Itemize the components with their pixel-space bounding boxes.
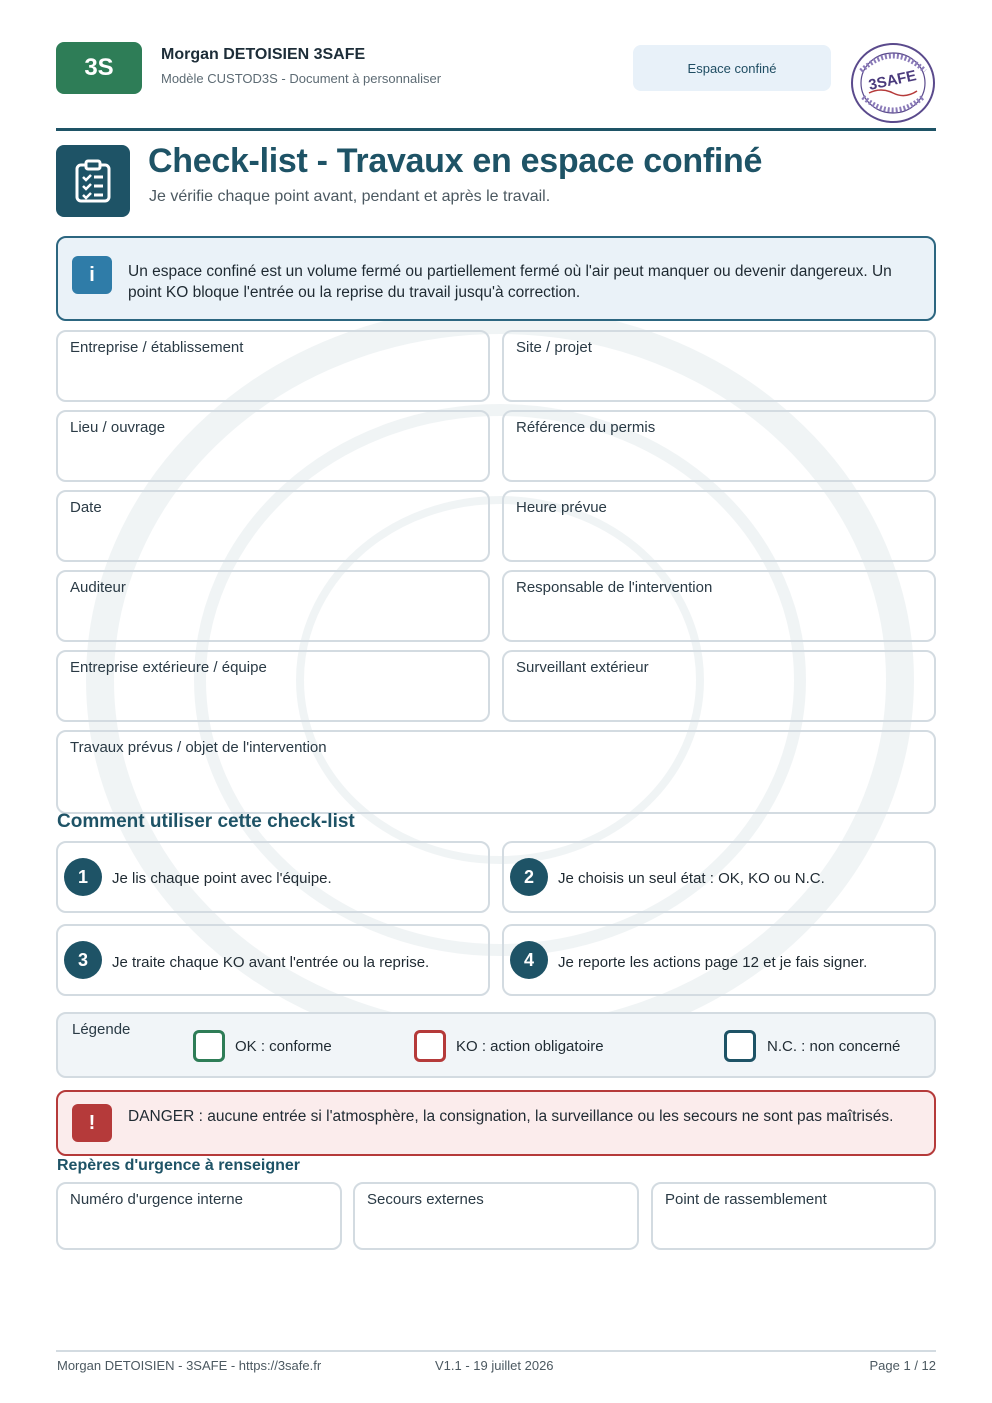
field-label: Heure prévue	[516, 499, 607, 516]
howto-heading: Comment utiliser cette check-list	[57, 811, 355, 832]
category-tag: Espace confiné	[633, 45, 831, 91]
field-lieu-ouvrage[interactable]	[56, 410, 490, 482]
field-label: Surveillant extérieur	[516, 659, 649, 676]
field-surveillant[interactable]	[502, 650, 936, 722]
emergency-heading: Repères d'urgence à renseigner	[57, 1157, 301, 1174]
ko-checkbox-sample	[414, 1030, 446, 1062]
field-label: Référence du permis	[516, 419, 656, 436]
field-urgence-interne[interactable]	[56, 1182, 342, 1250]
seal-label: 3SAFE	[867, 67, 918, 94]
step-number: 3	[64, 941, 102, 979]
field-date[interactable]	[56, 490, 490, 562]
step-card	[502, 841, 936, 913]
field-site-projet[interactable]	[502, 330, 936, 402]
page-number: Page 1 / 12	[869, 1358, 936, 1373]
field-label: Numéro d'urgence interne	[70, 1191, 243, 1208]
field-entreprise-exterieure[interactable]	[56, 650, 490, 722]
step-text: Je choisis un seul état : OK, KO ou N.C.	[558, 870, 825, 887]
info-text: Un espace confiné est un volume fermé ou partiellement fermé où l'air peut manquer ou devenir dangereux. Un point KO bloque l'entrée ou la reprise du travail jusqu'à correction.	[128, 263, 892, 301]
field-responsable[interactable]	[502, 570, 936, 642]
author-name: Morgan DETOISIEN 3SAFE	[161, 46, 366, 63]
field-label: Entreprise / établissement	[70, 339, 244, 356]
legend-title: Légende	[72, 1021, 131, 1038]
danger-text: DANGER : aucune entrée si l'atmosphère, la consignation, la surveillance ou les secours ne sont pas maîtrisés.	[128, 1108, 894, 1125]
page-subtitle: Je vérifie chaque point avant, pendant et après le travail.	[149, 188, 551, 205]
info-icon: i	[72, 256, 112, 294]
footer-version: V1.1 - 19 juillet 2026	[435, 1358, 554, 1373]
field-label: Point de rassemblement	[665, 1191, 827, 1208]
field-label: Lieu / ouvrage	[70, 419, 166, 436]
field-reference-permis[interactable]	[502, 410, 936, 482]
step-text: Je lis chaque point avec l'équipe.	[112, 870, 332, 887]
page-title: Check-list - Travaux en espace confiné	[148, 142, 763, 180]
step-text: Je reporte les actions page 12 et je fais signer.	[558, 954, 868, 971]
field-label: Entreprise extérieure / équipe	[70, 659, 267, 676]
company-seal	[849, 41, 937, 125]
company-logo: 3S	[56, 42, 142, 94]
template-note: Modèle CUSTOD3S - Document à personnaliser	[161, 71, 442, 86]
nc-checkbox-sample	[724, 1030, 756, 1062]
clipboard-checklist-icon	[56, 145, 130, 217]
ok-checkbox-sample	[193, 1030, 225, 1062]
step-number: 4	[510, 941, 548, 979]
field-label: Travaux prévus / objet de l'intervention	[70, 739, 327, 756]
step-number: 1	[64, 858, 102, 896]
step-card	[502, 924, 936, 996]
legend-ok-label: OK : conforme	[235, 1038, 332, 1055]
field-heure-prevue[interactable]	[502, 490, 936, 562]
footer-author: Morgan DETOISIEN - 3SAFE - https://3safe.fr	[57, 1358, 322, 1373]
field-travaux-prevus[interactable]	[56, 730, 936, 814]
step-number: 2	[510, 858, 548, 896]
header-divider	[56, 128, 936, 131]
field-auditeur[interactable]	[56, 570, 490, 642]
field-entreprise[interactable]	[56, 330, 490, 402]
field-secours-externes[interactable]	[353, 1182, 639, 1250]
field-label: Secours externes	[367, 1191, 484, 1208]
footer-divider	[56, 1350, 936, 1352]
warning-icon: !	[72, 1104, 112, 1142]
step-card	[56, 924, 490, 996]
step-text: Je traite chaque KO avant l'entrée ou la reprise.	[112, 954, 430, 971]
legend-ko-label: KO : action obligatoire	[456, 1038, 604, 1055]
field-point-rassemblement[interactable]	[651, 1182, 936, 1250]
step-card	[56, 841, 490, 913]
field-label: Date	[70, 499, 102, 516]
field-label: Responsable de l'intervention	[516, 579, 713, 596]
field-label: Auditeur	[70, 579, 126, 596]
field-label: Site / projet	[516, 339, 592, 356]
legend-nc-label: N.C. : non concerné	[767, 1038, 901, 1055]
